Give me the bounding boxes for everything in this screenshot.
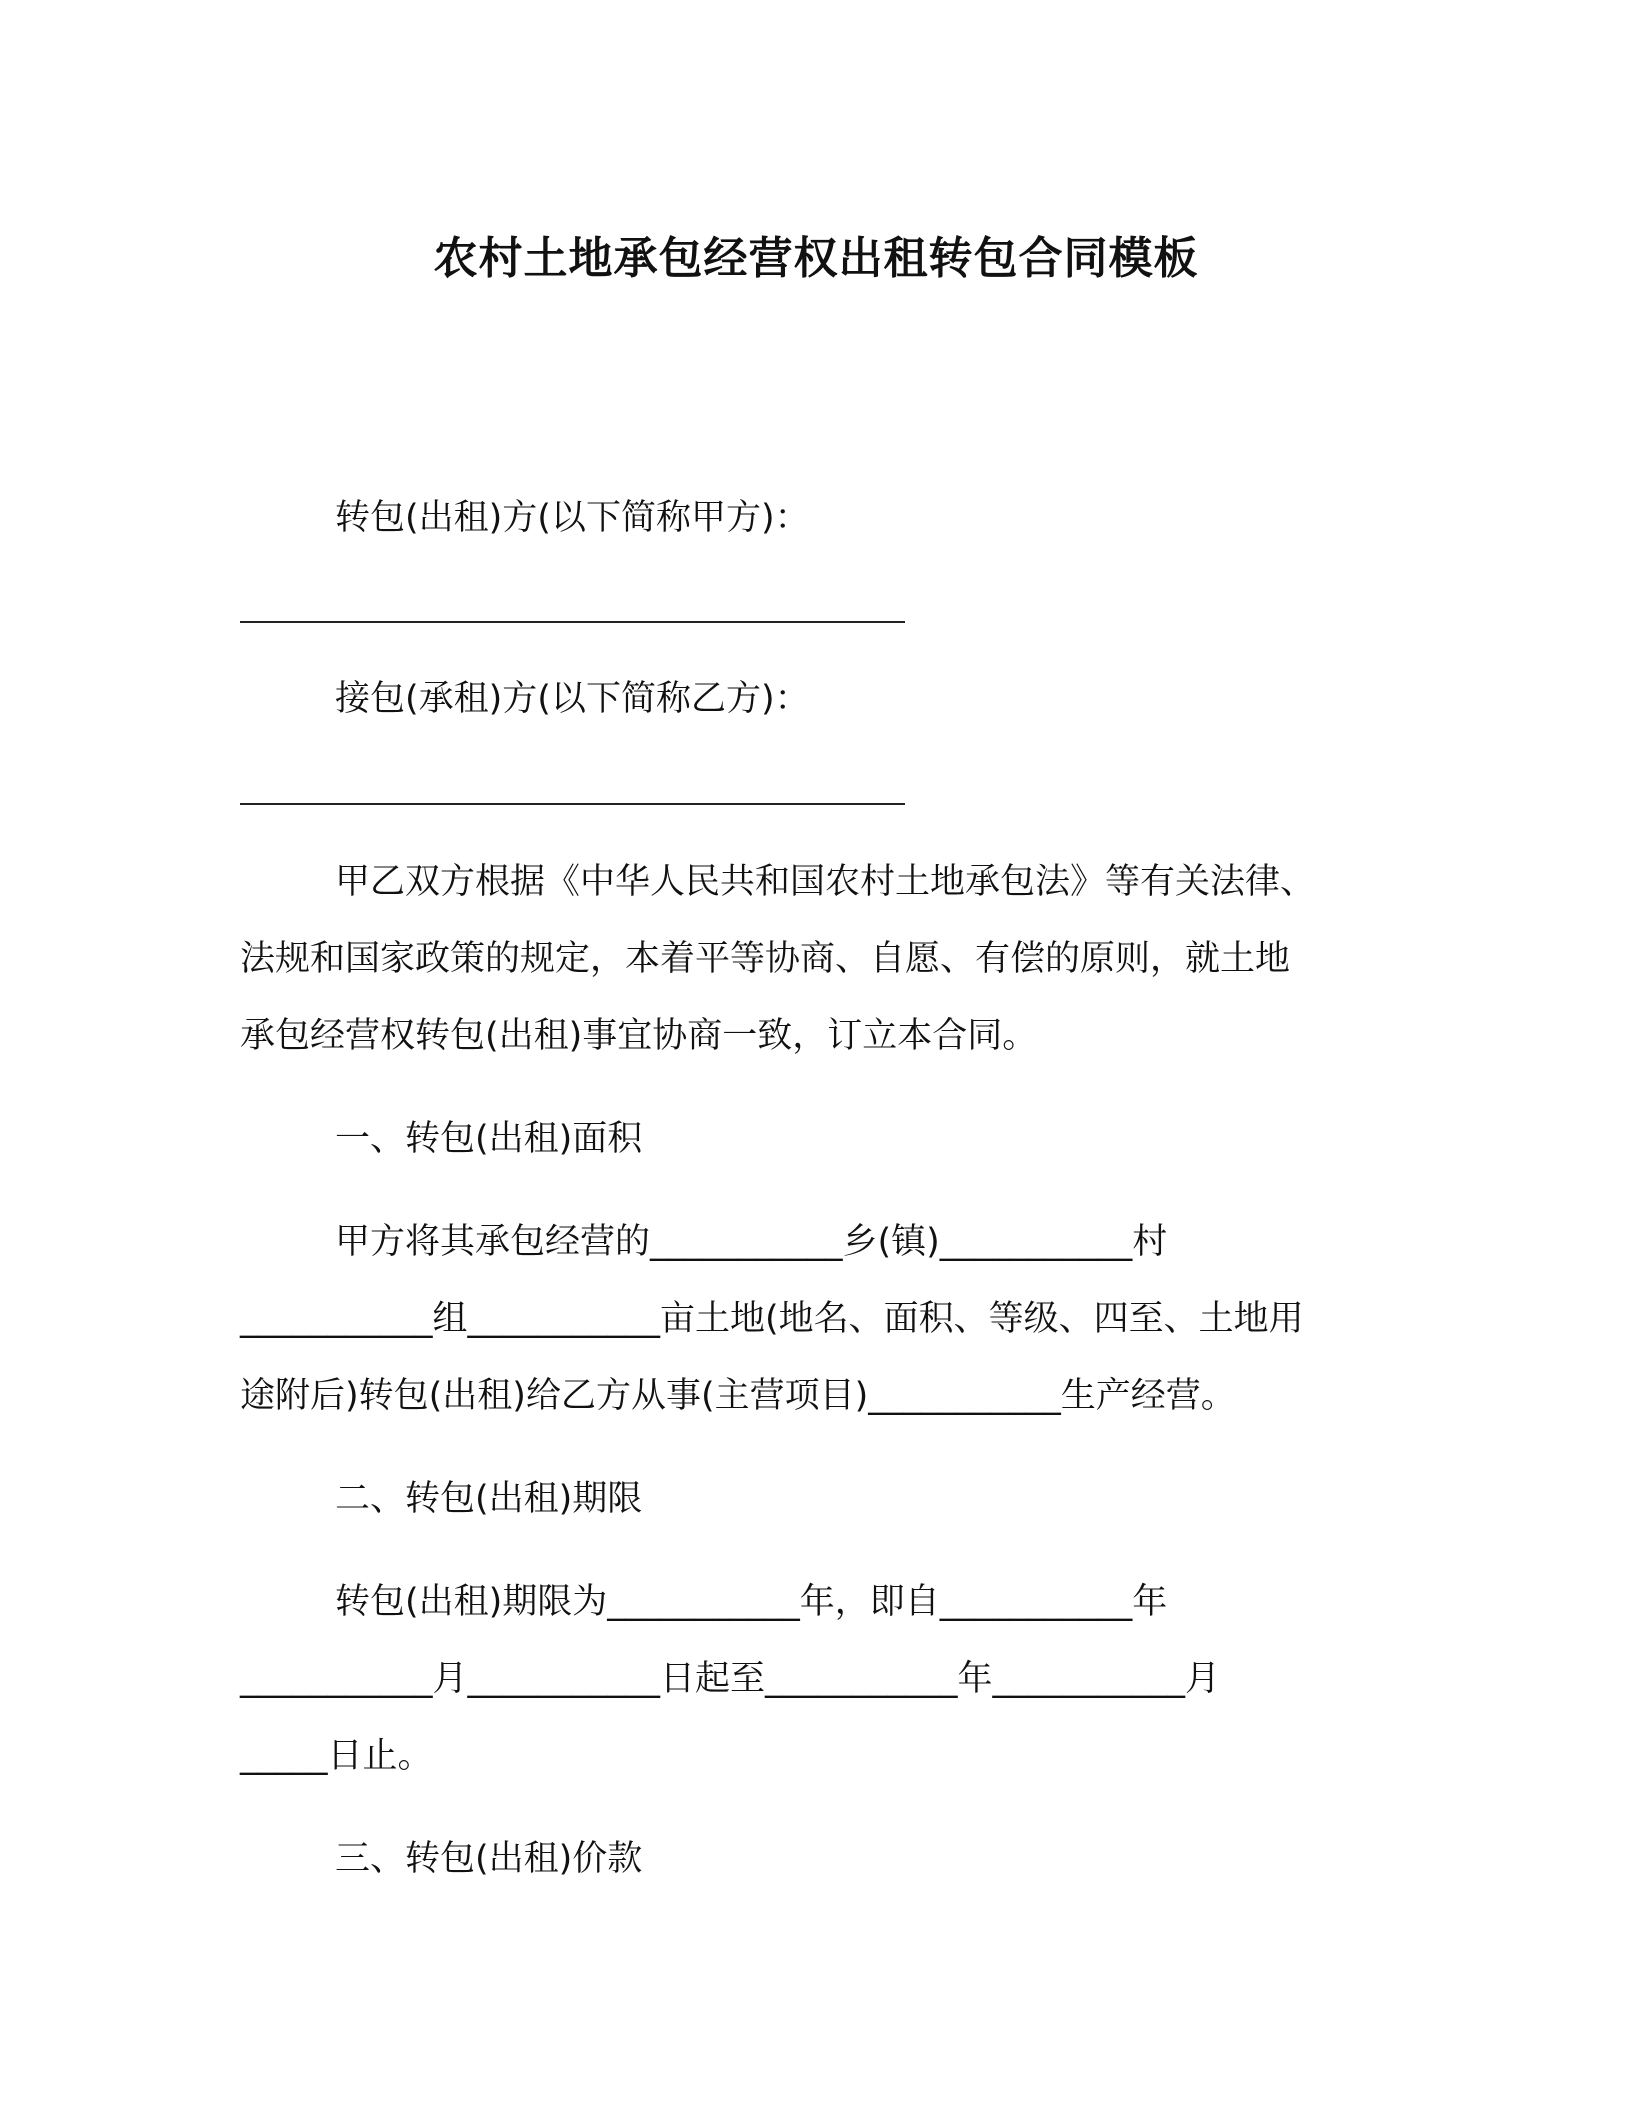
section1-heading: 一、转包(出租)面积 — [335, 1119, 643, 1159]
intro-line-1: 甲乙双方根据《中华人民共和国农村土地承包法》等有关法律、 — [335, 862, 1316, 902]
section1-line-2: ___________组___________亩土地(地名、面积、等级、四至、土地用 — [240, 1299, 1304, 1339]
section1-line-3: 途附后)转包(出租)给乙方从事(主营项目)___________生产经营。 — [240, 1376, 1236, 1416]
section2-line-2: ___________月___________日起至___________年___________月 — [240, 1659, 1221, 1699]
intro-line-2: 法规和国家政策的规定，本着平等协商、自愿、有偿的原则，就土地 — [240, 939, 1291, 979]
section1-line-1: 甲方将其承包经营的___________乡(镇)___________村 — [335, 1222, 1168, 1262]
party-a-blank — [240, 621, 905, 623]
party-a-label: 转包(出租)方(以下简称甲方)： — [335, 498, 810, 538]
party-b-blank — [240, 803, 905, 805]
intro-line-3: 承包经营权转包(出租)事宜协商一致，订立本合同。 — [240, 1016, 1038, 1056]
section2-line-3: _____日止。 — [240, 1736, 433, 1776]
party-b-label: 接包(承租)方(以下简称乙方)： — [335, 679, 810, 719]
section2-line-1: 转包(出租)期限为___________年，即自___________年 — [335, 1582, 1168, 1622]
section3-heading: 三、转包(出租)价款 — [335, 1839, 643, 1879]
section2-heading: 二、转包(出租)期限 — [335, 1479, 643, 1519]
document-title: 农村土地承包经营权出租转包合同模板 — [433, 233, 1199, 284]
